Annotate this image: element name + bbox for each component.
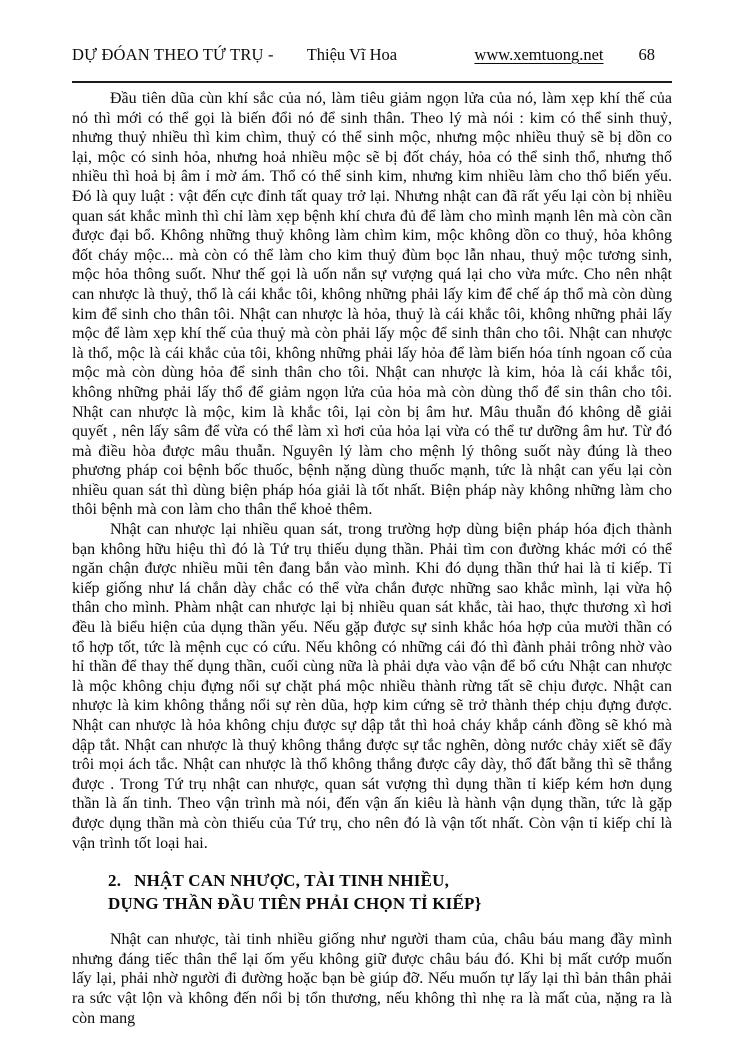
- page-header: [72, 44, 672, 66]
- paragraph-3: Nhật can nhược, tài tinh nhiều giống như người tham của, châu báu mang đầy mình nhưng đáng tiếc thân thể lại ốm yếu không giữ được châu báu đó. Khi bị mất cướp muốn lấy lại, phải nhờ người đi đường hoặc bạn bè giúp đỡ. Nếu muốn tự lấy lại thì bản thân phải ra sức vật lộn và không đến nổi bị tổn thương, nếu không thì nhẹ ra là mất của, nặng ra là còn mang: [72, 931, 672, 1027]
- paragraph-2: Nhật can nhược lại nhiều quan sát, trong trường hợp dùng biện pháp hóa địch thành bạn không hữu hiệu thì đó là Tứ trụ thiếu dụng thần. Phải tìm con đường khác mới có thể ngăn chận được nhiều mũi tên đang bắn vào mình. Khi đó dụng thần thứ hai là tỉ kiếp. Tỉ kiếp giống như lá chắn dày chắc có thể vừa chắn được những sao khắc mình, lại vừa hộ thân cho mình. Phàm nhật can nhược lại bị nhiều quan sát khắc, tài hao, thực thương xì hơi đều là biểu hiện của dụng thần yếu. Nếu gặp được sự sinh khắc hóa hợp của mười thần có tổ hợp tốt, tức là mệnh cục có cứu. Nếu không có những cái đó thì đành phải trông nhờ vào hỉ thần để thay thế dụng thần, cuối cùng nữa là phải dựa vào vận để bổ cứu Nhật can nhược là mộc không chịu đựng nổi sự chặt phá mộc nhiều thành rừng tất sẽ chịu được. Nhật can nhược là kim không thắng nổi sự rèn dũa, hợp kim cứng sẽ trở thành thép chịu đựng được. Nhật can nhược là hỏa không chịu được sự dập tắt thì hoả cháy khắp cánh đồng sẽ khó mà dập tắt. Nhật can nhược là thuỷ không thắng được sự tắc nghẽn, dòng nước chảy xiết sẽ đẩy trôi mọi ách tắc. Nhật can nhược là thổ không thắng được cây dày, thổ đất bằng thì sẽ thắng được . Trong Tứ trụ nhật can nhược, quan sát vượng thì dụng thần tỉ kiếp kém hơn dụng thần là ấn tinh. Theo vận trình mà nói, đến vận ấn kiêu là hành vận dụng thần, tức là gặp được dụng thần mà còn thiếu của Tứ trụ, cho nên đó là vận tốt nhất. Còn vận tỉ kiếp chỉ là vận trình tốt loại hai.: [72, 521, 672, 852]
- page-number: 68: [638, 45, 655, 64]
- page-body: [72, 89, 672, 1028]
- header-divider: [72, 81, 672, 83]
- section-heading: [108, 869, 672, 915]
- book-title: DỰ ĐÓAN THEO TỨ TRỤ -: [72, 45, 274, 64]
- website-link[interactable]: www.xemtuong.net: [474, 45, 604, 64]
- author-name: Thiệu Vĩ Hoa: [306, 45, 398, 64]
- section-title-line-2: DỤNG THẦN ĐẦU TIÊN PHẢI CHỌN TỈ KIẾP}: [108, 894, 482, 914]
- paragraph-1: Đầu tiên dũa cùn khí sắc của nó, làm tiêu giảm ngọn lửa của nó, làm xẹp khí thế của nó thì mới có thể gọi là biến đổi nó để sinh thân. Theo lý mà nói : kim có thể sinh thuỷ, nhưng thuỷ nhiều thì kim chìm, thuỷ có thể sinh mộc, nhưng mộc nhiều thuỷ sẽ bị dồn co lại, mộc có sinh hỏa, nhưng hoả nhiều mộc sẽ bị đốt cháy, hỏa có thể sinh thổ, nhưng thổ nhiều thì hoả bị âm ỉ mờ ám. Thổ có thể sinh kim, nhưng kim nhiều làm cho thổ biến yếu. Đó là quy luật : vật đến cực đỉnh tất quay trở lại. Nhưng nhật can đã rất yếu lại còn bị nhiều quan sát khắc mình thì chỉ làm xẹp bệnh khí chưa đủ để làm cho mình mạnh lên mà còn cần được đại bổ. Không những thuỷ không làm chìm kim, mộc không dồn co thuỷ, hỏa không đốt cháy mộc... mà còn có thể làm cho kim thuỷ đùm bọc lẫn nhau, thuỷ mộc tương sinh, mộc hỏa thông suốt. Như thế gọi là uốn nắn sự vượng quá lại cho vừa mức. Cho nên nhật can nhược là thuỷ, thổ là cái khắc tôi, không những phải lấy kim để chế áp thổ mà còn dùng kim để sinh cho thân tôi. Nhật can nhược là hỏa, thuỷ là cái khắc tôi, không những phải lấy mộc để làm xẹp khí thế của thuỷ mà còn phải lấy mộc để sinh thân cho tôi. Nhật can nhược là thổ, mộc là cái khắc của tôi, không những phải lấy hỏa để làm biến hóa tính ngoan cố của mộc mà còn dùng hỏa để sinh thân cho tôi. Nhật can nhược là kim, hỏa là cái khắc tôi, không những phải lấy thổ để giảm ngọn lửa của hỏa mà còn dùng thổ để sin thân cho tôi. Nhật can nhược là mộc, kim là khắc tôi, lại còn bị âm hư. Mâu thuẫn đó không dễ giải quyết , nên lấy sâm để vừa có thể làm xì hơi của hỏa lại vừa có thể tư dưỡng âm hư. Từ đó mà điều hòa được mâu thuẫn. Nguyên lý làm cho mệnh lý thông suốt này đúng là theo phương pháp coi bệnh bốc thuốc, bệnh nặng dùng thuốc mạnh, tức là nhật can yếu lại còn nhiều quan sát thì dùng biện pháp hóa giải là tốt nhất. Biện pháp này không những làm cho thôi bệnh mà con làm cho thân thể khoẻ thêm.: [72, 90, 672, 519]
- section-heading-line-1: [108, 869, 672, 892]
- section-title-line-1: NHẬT CAN NHƯỢC, TÀI TINH NHIỀU,: [134, 871, 450, 891]
- section-number: 2.: [108, 871, 122, 891]
